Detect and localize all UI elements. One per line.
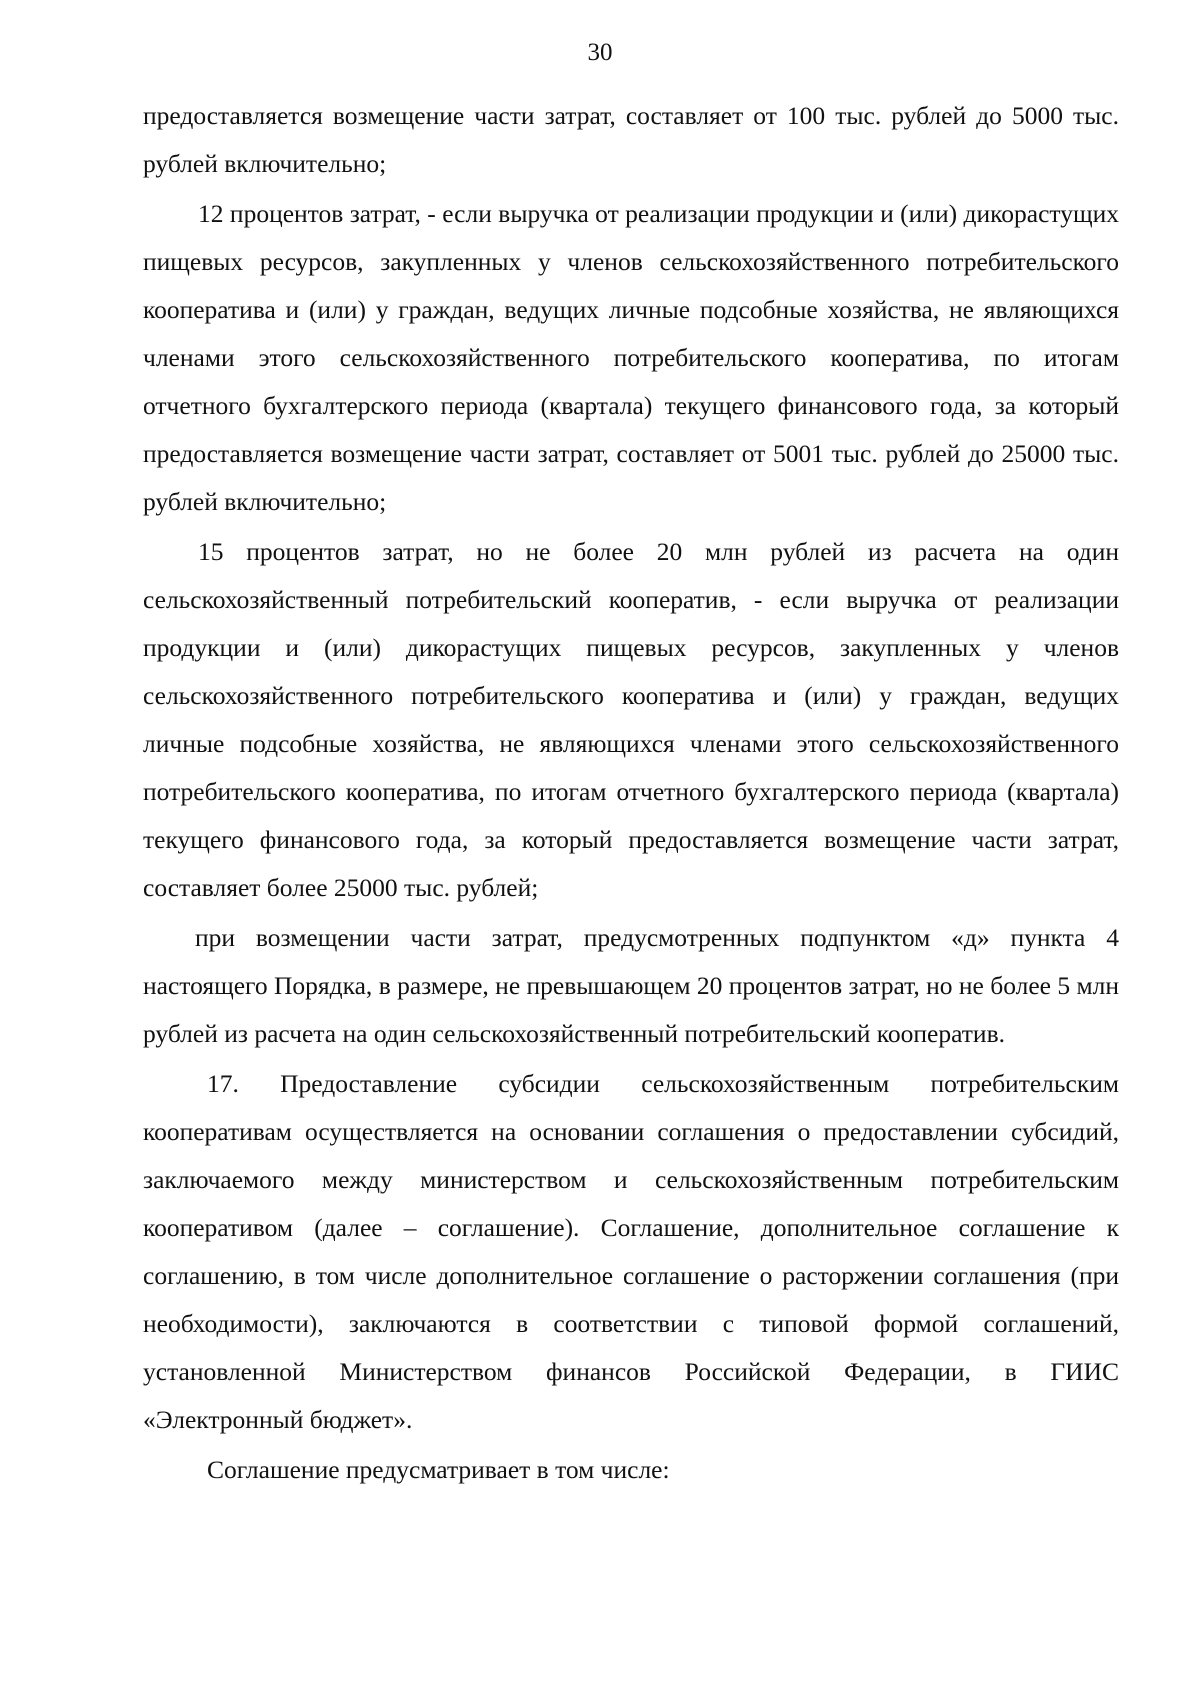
document-body [143,92,1119,1494]
paragraph-agreement-provides: Соглашение предусматривает в том числе: [207,1455,670,1484]
paragraph-continuation: предоставляется возмещение части затрат, составляет от 100 тыс. рублей до 5000 тыс. рублей включительно; [143,101,1119,178]
paragraph-cost-reimbursement: при возмещении части затрат, предусмотренных подпунктом «д» пункта 4 настоящего Порядка, в размере, не превышающем 20 процентов затрат, но не более 5 млн рублей из расчета на один сельскохозяйственный потребительский кооператив. [143,923,1119,1048]
paragraph-section-17: 17. Предоставление субсидии сельскохозяйственным потребительским кооперативам осуществляется на основании соглашения о предоставлении субсидий, заключаемого между министерством и сельскохозяйственным потребительским кооперативом (далее – соглашение). Соглашение, дополнительное соглашение к соглашению, в том числе дополнительное соглашение о расторжении соглашения (при необходимости), заключаются в соответствии с типовой формой соглашений, установленной Министерством финансов Российской Федерации, в ГИИС «Электронный бюджет». [143,1069,1119,1434]
page-number: 30 [587,39,613,66]
paragraph-12-percent: 12 процентов затрат, - если выручка от реализации продукции и (или) дикорастущих пищевых ресурсов, закупленных у членов сельскохозяйственного потребительского кооператива и (или) у граждан, ведущих личные подсобные хозяйства, не являющихся членами этого сельскохозяйственного потребительского кооператива, по итогам отчетного бухгалтерского периода (квартала) текущего финансового года, за который предоставляется возмещение части затрат, составляет от 5001 тыс. рублей до 25000 тыс. рублей включительно; [143,199,1119,516]
paragraph-15-percent: 15 процентов затрат, но не более 20 млн рублей из расчета на один сельскохозяйственный потребительский кооператив, - если выручка от реализации продукции и (или) дикорастущих пищевых ресурсов, закупленных у членов сельскохозяйственного потребительского кооператива и (или) у граждан, ведущих личные подсобные хозяйства, не являющихся членами этого сельскохозяйственного потребительского кооператива, по итогам отчетного бухгалтерского периода (квартала) текущего финансового года, за который предоставляется возмещение части затрат, составляет более 25000 тыс. рублей; [143,537,1119,902]
